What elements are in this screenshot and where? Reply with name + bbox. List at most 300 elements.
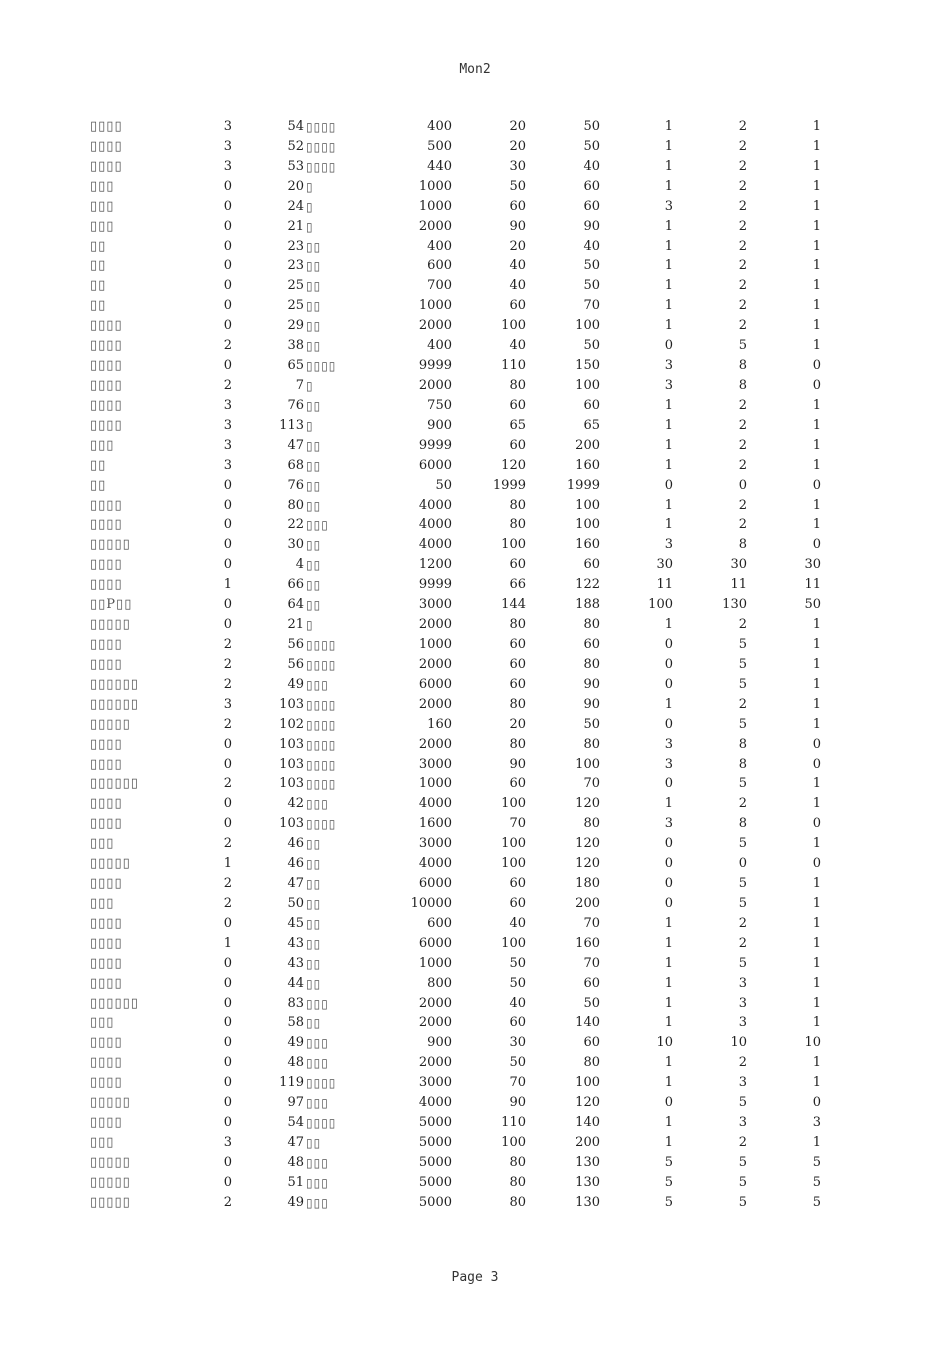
table-cell: 0 <box>812 816 821 832</box>
table-cell: 0 <box>223 318 232 334</box>
table-cell: 23 <box>287 258 304 274</box>
table-cell: 50 <box>435 477 452 493</box>
table-cell: 2 <box>738 457 747 473</box>
table-cell: 40 <box>583 158 600 174</box>
table-cell: 49 <box>287 676 304 692</box>
table-cell: 160 <box>575 457 600 473</box>
table-cell: 1 <box>664 278 673 294</box>
table-cell: 0 <box>223 975 232 991</box>
table-cell: 2000 <box>418 736 452 752</box>
row-category: ▯▯ <box>306 976 322 991</box>
table-cell: 50 <box>583 138 600 154</box>
table-cell: 130 <box>575 1174 600 1190</box>
table-cell: 2 <box>738 178 747 194</box>
table-cell: 0 <box>223 537 232 553</box>
table-cell: 1 <box>812 457 821 473</box>
table-cell: 20 <box>509 238 526 254</box>
table-cell: 3 <box>223 158 232 174</box>
table-cell: 9999 <box>418 358 452 374</box>
table-row <box>0 934 950 954</box>
row-label: ▯▯ <box>90 457 107 473</box>
table-cell: 4000 <box>418 856 452 872</box>
table-cell: 2000 <box>418 377 452 393</box>
table-cell: 90 <box>509 218 526 234</box>
row-category: ▯▯▯▯ <box>306 1076 337 1091</box>
table-row <box>0 715 950 735</box>
table-row <box>0 914 950 934</box>
table-cell: 60 <box>583 397 600 413</box>
table-cell: 1 <box>812 716 821 732</box>
table-cell: 1 <box>812 836 821 852</box>
table-cell: 120 <box>575 856 600 872</box>
table-cell: 4000 <box>418 537 452 553</box>
table-cell: 0 <box>223 258 232 274</box>
table-cell: 3 <box>223 397 232 413</box>
table-cell: 3000 <box>418 1075 452 1091</box>
table-cell: 8 <box>738 358 747 374</box>
row-category: ▯▯▯ <box>306 677 329 692</box>
table-cell: 8 <box>738 377 747 393</box>
table-cell: 160 <box>575 537 600 553</box>
row-category: ▯▯ <box>306 837 322 852</box>
row-category: ▯▯ <box>306 877 322 892</box>
table-cell: 60 <box>509 298 526 314</box>
table-cell: 1 <box>812 298 821 314</box>
table-cell: 11 <box>730 577 747 593</box>
table-cell: 8 <box>738 736 747 752</box>
table-cell: 6000 <box>418 935 452 951</box>
table-cell: 1 <box>812 497 821 513</box>
table-cell: 80 <box>509 696 526 712</box>
table-cell: 1 <box>664 457 673 473</box>
table-row <box>0 655 950 675</box>
table-cell: 400 <box>427 119 452 134</box>
table-cell: 50 <box>804 597 821 613</box>
table-row <box>0 954 950 974</box>
table-cell: 120 <box>501 457 526 473</box>
table-cell: 70 <box>583 915 600 931</box>
table-cell: 130 <box>575 1194 600 1210</box>
table-row <box>0 476 950 496</box>
table-cell: 7 <box>295 377 304 393</box>
row-category: ▯ <box>306 179 314 194</box>
row-label: ▯▯▯ <box>90 836 115 852</box>
table-cell: 0 <box>223 816 232 832</box>
table-cell: 2 <box>738 1135 747 1151</box>
table-cell: 440 <box>427 158 452 174</box>
table-cell: 6000 <box>418 676 452 692</box>
row-label: ▯▯▯▯▯▯ <box>90 995 139 1011</box>
table-row <box>0 197 950 217</box>
table-cell: 8 <box>738 816 747 832</box>
table-cell: 2 <box>738 1055 747 1071</box>
table-cell: 5 <box>738 895 747 911</box>
table-row <box>0 635 950 655</box>
table-cell: 0 <box>223 597 232 613</box>
table-cell: 47 <box>287 437 304 453</box>
table-cell: 120 <box>575 796 600 812</box>
table-cell: 70 <box>583 298 600 314</box>
table-row <box>0 1173 950 1193</box>
table-row <box>0 117 950 137</box>
table-row <box>0 456 950 476</box>
table-cell: 0 <box>664 676 673 692</box>
row-category: ▯▯ <box>306 578 322 593</box>
table-cell: 1000 <box>418 198 452 214</box>
table-row <box>0 535 950 555</box>
table-cell: 900 <box>427 417 452 433</box>
row-label: ▯▯▯▯ <box>90 577 123 593</box>
table-cell: 3 <box>738 1115 747 1131</box>
table-cell: 2000 <box>418 1015 452 1031</box>
table-cell: 0 <box>223 238 232 254</box>
table-cell: 65 <box>583 417 600 433</box>
table-cell: 2 <box>223 636 232 652</box>
table-cell: 122 <box>575 577 600 593</box>
table-cell: 1 <box>812 517 821 533</box>
table-row <box>0 217 950 237</box>
table-cell: 4000 <box>418 517 452 533</box>
table-cell: 9999 <box>418 577 452 593</box>
table-cell: 80 <box>509 377 526 393</box>
table-cell: 0 <box>223 995 232 1011</box>
table-cell: 1 <box>812 915 821 931</box>
row-category: ▯▯ <box>306 319 322 334</box>
table-cell: 80 <box>509 1154 526 1170</box>
row-label: ▯▯▯▯▯ <box>90 617 131 633</box>
table-cell: 97 <box>287 1095 304 1111</box>
table-cell: 2 <box>738 278 747 294</box>
table-cell: 1 <box>664 975 673 991</box>
table-cell: 46 <box>287 856 304 872</box>
table-cell: 500 <box>427 138 452 154</box>
row-category: ▯▯▯ <box>306 1175 329 1190</box>
table-cell: 0 <box>664 338 673 354</box>
table-cell: 10 <box>730 1035 747 1051</box>
table-cell: 5 <box>738 1194 747 1210</box>
table-cell: 0 <box>223 1075 232 1091</box>
table-cell: 0 <box>812 477 821 493</box>
table-cell: 30 <box>730 557 747 573</box>
row-category: ▯▯ <box>306 458 322 473</box>
table-cell: 5 <box>738 1154 747 1170</box>
table-cell: 60 <box>509 895 526 911</box>
table-cell: 30 <box>656 557 673 573</box>
table-cell: 0 <box>812 1095 821 1111</box>
table-cell: 100 <box>501 856 526 872</box>
table-cell: 180 <box>575 876 600 892</box>
table-cell: 60 <box>509 397 526 413</box>
table-cell: 80 <box>509 1194 526 1210</box>
table-row <box>0 416 950 436</box>
table-cell: 5 <box>664 1194 673 1210</box>
table-cell: 600 <box>427 258 452 274</box>
table-cell: 1 <box>812 119 821 134</box>
page-number: Page 3 <box>451 1270 499 1285</box>
table-cell: 5 <box>738 656 747 672</box>
table-cell: 0 <box>223 1115 232 1131</box>
table-cell: 54 <box>287 119 304 134</box>
table-cell: 2 <box>738 497 747 513</box>
table-cell: 1 <box>664 955 673 971</box>
table-row <box>0 1053 950 1073</box>
row-label: ▯▯▯ <box>90 895 115 911</box>
row-label: ▯▯▯▯ <box>90 318 123 334</box>
table-cell: 103 <box>279 696 304 712</box>
row-label: ▯▯▯▯ <box>90 876 123 892</box>
row-category: ▯▯▯▯ <box>306 757 337 772</box>
table-row <box>0 1133 950 1153</box>
table-row <box>0 1153 950 1173</box>
table-cell: 100 <box>648 597 673 613</box>
table-cell: 30 <box>287 537 304 553</box>
table-cell: 1 <box>664 796 673 812</box>
row-category: ▯▯▯▯ <box>306 159 337 174</box>
row-label: ▯▯▯▯ <box>90 377 123 393</box>
table-cell: 5 <box>738 716 747 732</box>
table-cell: 100 <box>501 935 526 951</box>
table-cell: 60 <box>509 198 526 214</box>
table-cell: 0 <box>223 617 232 633</box>
table-cell: 44 <box>287 975 304 991</box>
row-category: ▯▯ <box>306 896 322 911</box>
table-cell: 1 <box>812 696 821 712</box>
table-cell: 2 <box>223 876 232 892</box>
table-cell: 2 <box>738 119 747 134</box>
table-cell: 2 <box>738 617 747 633</box>
table-cell: 22 <box>287 517 304 533</box>
table-row <box>0 675 950 695</box>
row-category: ▯▯▯ <box>306 1036 329 1051</box>
table-cell: 11 <box>804 577 821 593</box>
row-category: ▯▯ <box>306 916 322 931</box>
table-cell: 1000 <box>418 298 452 314</box>
table-cell: 200 <box>575 895 600 911</box>
row-label: ▯▯▯▯▯ <box>90 1174 131 1190</box>
table-cell: 1 <box>812 676 821 692</box>
row-category: ▯▯ <box>306 538 322 553</box>
table-cell: 6000 <box>418 876 452 892</box>
row-category: ▯▯ <box>306 956 322 971</box>
table-cell: 0 <box>223 915 232 931</box>
table-cell: 70 <box>583 776 600 792</box>
table-cell: 51 <box>287 1174 304 1190</box>
table-cell: 80 <box>583 617 600 633</box>
row-label: ▯▯▯▯ <box>90 497 123 513</box>
table-row <box>0 814 950 834</box>
row-category: ▯▯▯ <box>306 518 329 533</box>
table-cell: 1 <box>664 298 673 314</box>
row-category: ▯▯▯ <box>306 1096 329 1111</box>
table-row <box>0 994 950 1014</box>
table-cell: 2 <box>223 716 232 732</box>
table-cell: 48 <box>287 1055 304 1071</box>
row-label: ▯▯▯▯▯ <box>90 1154 131 1170</box>
row-category: ▯▯ <box>306 1016 322 1031</box>
table-cell: 53 <box>287 158 304 174</box>
table-cell: 90 <box>583 218 600 234</box>
table-cell: 30 <box>509 1035 526 1051</box>
table-cell: 68 <box>287 457 304 473</box>
table-cell: 1 <box>664 138 673 154</box>
table-cell: 0 <box>223 278 232 294</box>
table-cell: 3 <box>223 696 232 712</box>
table-cell: 119 <box>279 1075 304 1091</box>
table-cell: 0 <box>223 736 232 752</box>
row-category: ▯ <box>306 199 314 214</box>
row-category: ▯▯▯ <box>306 996 329 1011</box>
table-cell: 0 <box>738 477 747 493</box>
table-cell: 49 <box>287 1035 304 1051</box>
table-cell: 2 <box>738 915 747 931</box>
table-cell: 160 <box>427 716 452 732</box>
table-cell: 1 <box>812 876 821 892</box>
table-cell: 0 <box>223 1055 232 1071</box>
table-cell: 3 <box>223 1135 232 1151</box>
row-label: ▯▯▯▯▯ <box>90 856 131 872</box>
table-cell: 1 <box>223 935 232 951</box>
table-cell: 21 <box>287 218 304 234</box>
table-row <box>0 735 950 755</box>
table-cell: 20 <box>509 138 526 154</box>
table-cell: 1 <box>223 577 232 593</box>
table-cell: 1 <box>664 497 673 513</box>
table-cell: 1000 <box>418 636 452 652</box>
table-cell: 24 <box>287 198 304 214</box>
table-cell: 10 <box>656 1035 673 1051</box>
table-cell: 1 <box>812 975 821 991</box>
table-cell: 0 <box>812 537 821 553</box>
table-row <box>0 137 950 157</box>
table-cell: 60 <box>509 676 526 692</box>
row-label: ▯▯▯▯ <box>90 138 123 154</box>
table-cell: 50 <box>583 995 600 1011</box>
table-cell: 113 <box>279 417 304 433</box>
table-cell: 2 <box>223 836 232 852</box>
row-label: ▯▯▯▯▯ <box>90 1194 131 1210</box>
table-cell: 5 <box>738 1095 747 1111</box>
table-cell: 3 <box>664 358 673 374</box>
table-cell: 80 <box>509 736 526 752</box>
row-label: ▯▯▯▯ <box>90 1075 123 1091</box>
table-cell: 50 <box>583 278 600 294</box>
table-cell: 70 <box>509 816 526 832</box>
table-cell: 50 <box>509 975 526 991</box>
table-cell: 1 <box>812 1075 821 1091</box>
row-label: ▯▯▯▯ <box>90 1115 123 1131</box>
row-label: ▯▯▯▯▯ <box>90 1095 131 1111</box>
row-label: ▯▯ <box>90 258 107 274</box>
table-cell: 0 <box>664 716 673 732</box>
table-cell: 103 <box>279 816 304 832</box>
table-cell: 100 <box>575 377 600 393</box>
table-cell: 3000 <box>418 756 452 772</box>
table-cell: 60 <box>583 1035 600 1051</box>
row-label: ▯▯ <box>90 477 107 493</box>
table-cell: 2 <box>738 935 747 951</box>
table-cell: 60 <box>583 557 600 573</box>
table-cell: 1 <box>812 338 821 354</box>
table-cell: 0 <box>664 656 673 672</box>
table-cell: 0 <box>223 198 232 214</box>
table-cell: 1 <box>664 178 673 194</box>
table-cell: 0 <box>664 477 673 493</box>
table-cell: 65 <box>509 417 526 433</box>
table-cell: 76 <box>287 477 304 493</box>
table-cell: 0 <box>223 796 232 812</box>
table-cell: 3 <box>223 417 232 433</box>
table-cell: 8 <box>738 756 747 772</box>
table-cell: 0 <box>664 876 673 892</box>
table-cell: 0 <box>223 1174 232 1190</box>
row-category: ▯ <box>306 378 314 393</box>
table-cell: 110 <box>501 358 526 374</box>
table-cell: 1200 <box>418 557 452 573</box>
table-cell: 1 <box>664 1135 673 1151</box>
table-cell: 50 <box>583 258 600 274</box>
table-cell: 0 <box>223 955 232 971</box>
table-cell: 38 <box>287 338 304 354</box>
table-cell: 3 <box>664 377 673 393</box>
table-cell: 52 <box>287 138 304 154</box>
table-row <box>0 1193 950 1213</box>
table-row <box>0 436 950 456</box>
table-cell: 1 <box>664 238 673 254</box>
table-cell: 1 <box>812 796 821 812</box>
table-cell: 43 <box>287 955 304 971</box>
table-cell: 30 <box>509 158 526 174</box>
table-cell: 0 <box>223 477 232 493</box>
table-cell: 42 <box>287 796 304 812</box>
table-cell: 2 <box>738 218 747 234</box>
table-row <box>0 356 950 376</box>
table-cell: 1 <box>664 1015 673 1031</box>
row-label: ▯▯▯▯▯▯ <box>90 776 139 792</box>
sheet-title: Mon2 <box>459 62 491 77</box>
row-category: ▯▯▯ <box>306 1195 329 1210</box>
table-cell: 40 <box>509 278 526 294</box>
table-cell: 40 <box>509 915 526 931</box>
row-category: ▯▯ <box>306 438 322 453</box>
table-cell: 1 <box>812 238 821 254</box>
row-category: ▯▯▯▯ <box>306 717 337 732</box>
table-cell: 1 <box>664 397 673 413</box>
row-label: ▯▯▯▯ <box>90 557 123 573</box>
table-cell: 0 <box>223 1035 232 1051</box>
table-cell: 2 <box>738 138 747 154</box>
row-label: ▯▯▯ <box>90 1135 115 1151</box>
row-label: ▯▯▯▯ <box>90 796 123 812</box>
table-row <box>0 595 950 615</box>
table-cell: 110 <box>501 1115 526 1131</box>
table-cell: 2 <box>738 298 747 314</box>
table-cell: 23 <box>287 238 304 254</box>
table-cell: 3 <box>664 198 673 214</box>
table-cell: 5 <box>812 1194 821 1210</box>
table-cell: 60 <box>509 636 526 652</box>
table-cell: 10000 <box>410 895 452 911</box>
table-cell: 5000 <box>418 1154 452 1170</box>
row-category: ▯▯▯ <box>306 1155 329 1170</box>
table-cell: 900 <box>427 1035 452 1051</box>
table-cell: 140 <box>575 1115 600 1131</box>
table-cell: 10 <box>804 1035 821 1051</box>
table-cell: 50 <box>583 119 600 134</box>
row-label: ▯▯▯▯ <box>90 756 123 772</box>
table-cell: 0 <box>812 736 821 752</box>
table-cell: 2 <box>738 198 747 214</box>
table-cell: 1 <box>664 158 673 174</box>
